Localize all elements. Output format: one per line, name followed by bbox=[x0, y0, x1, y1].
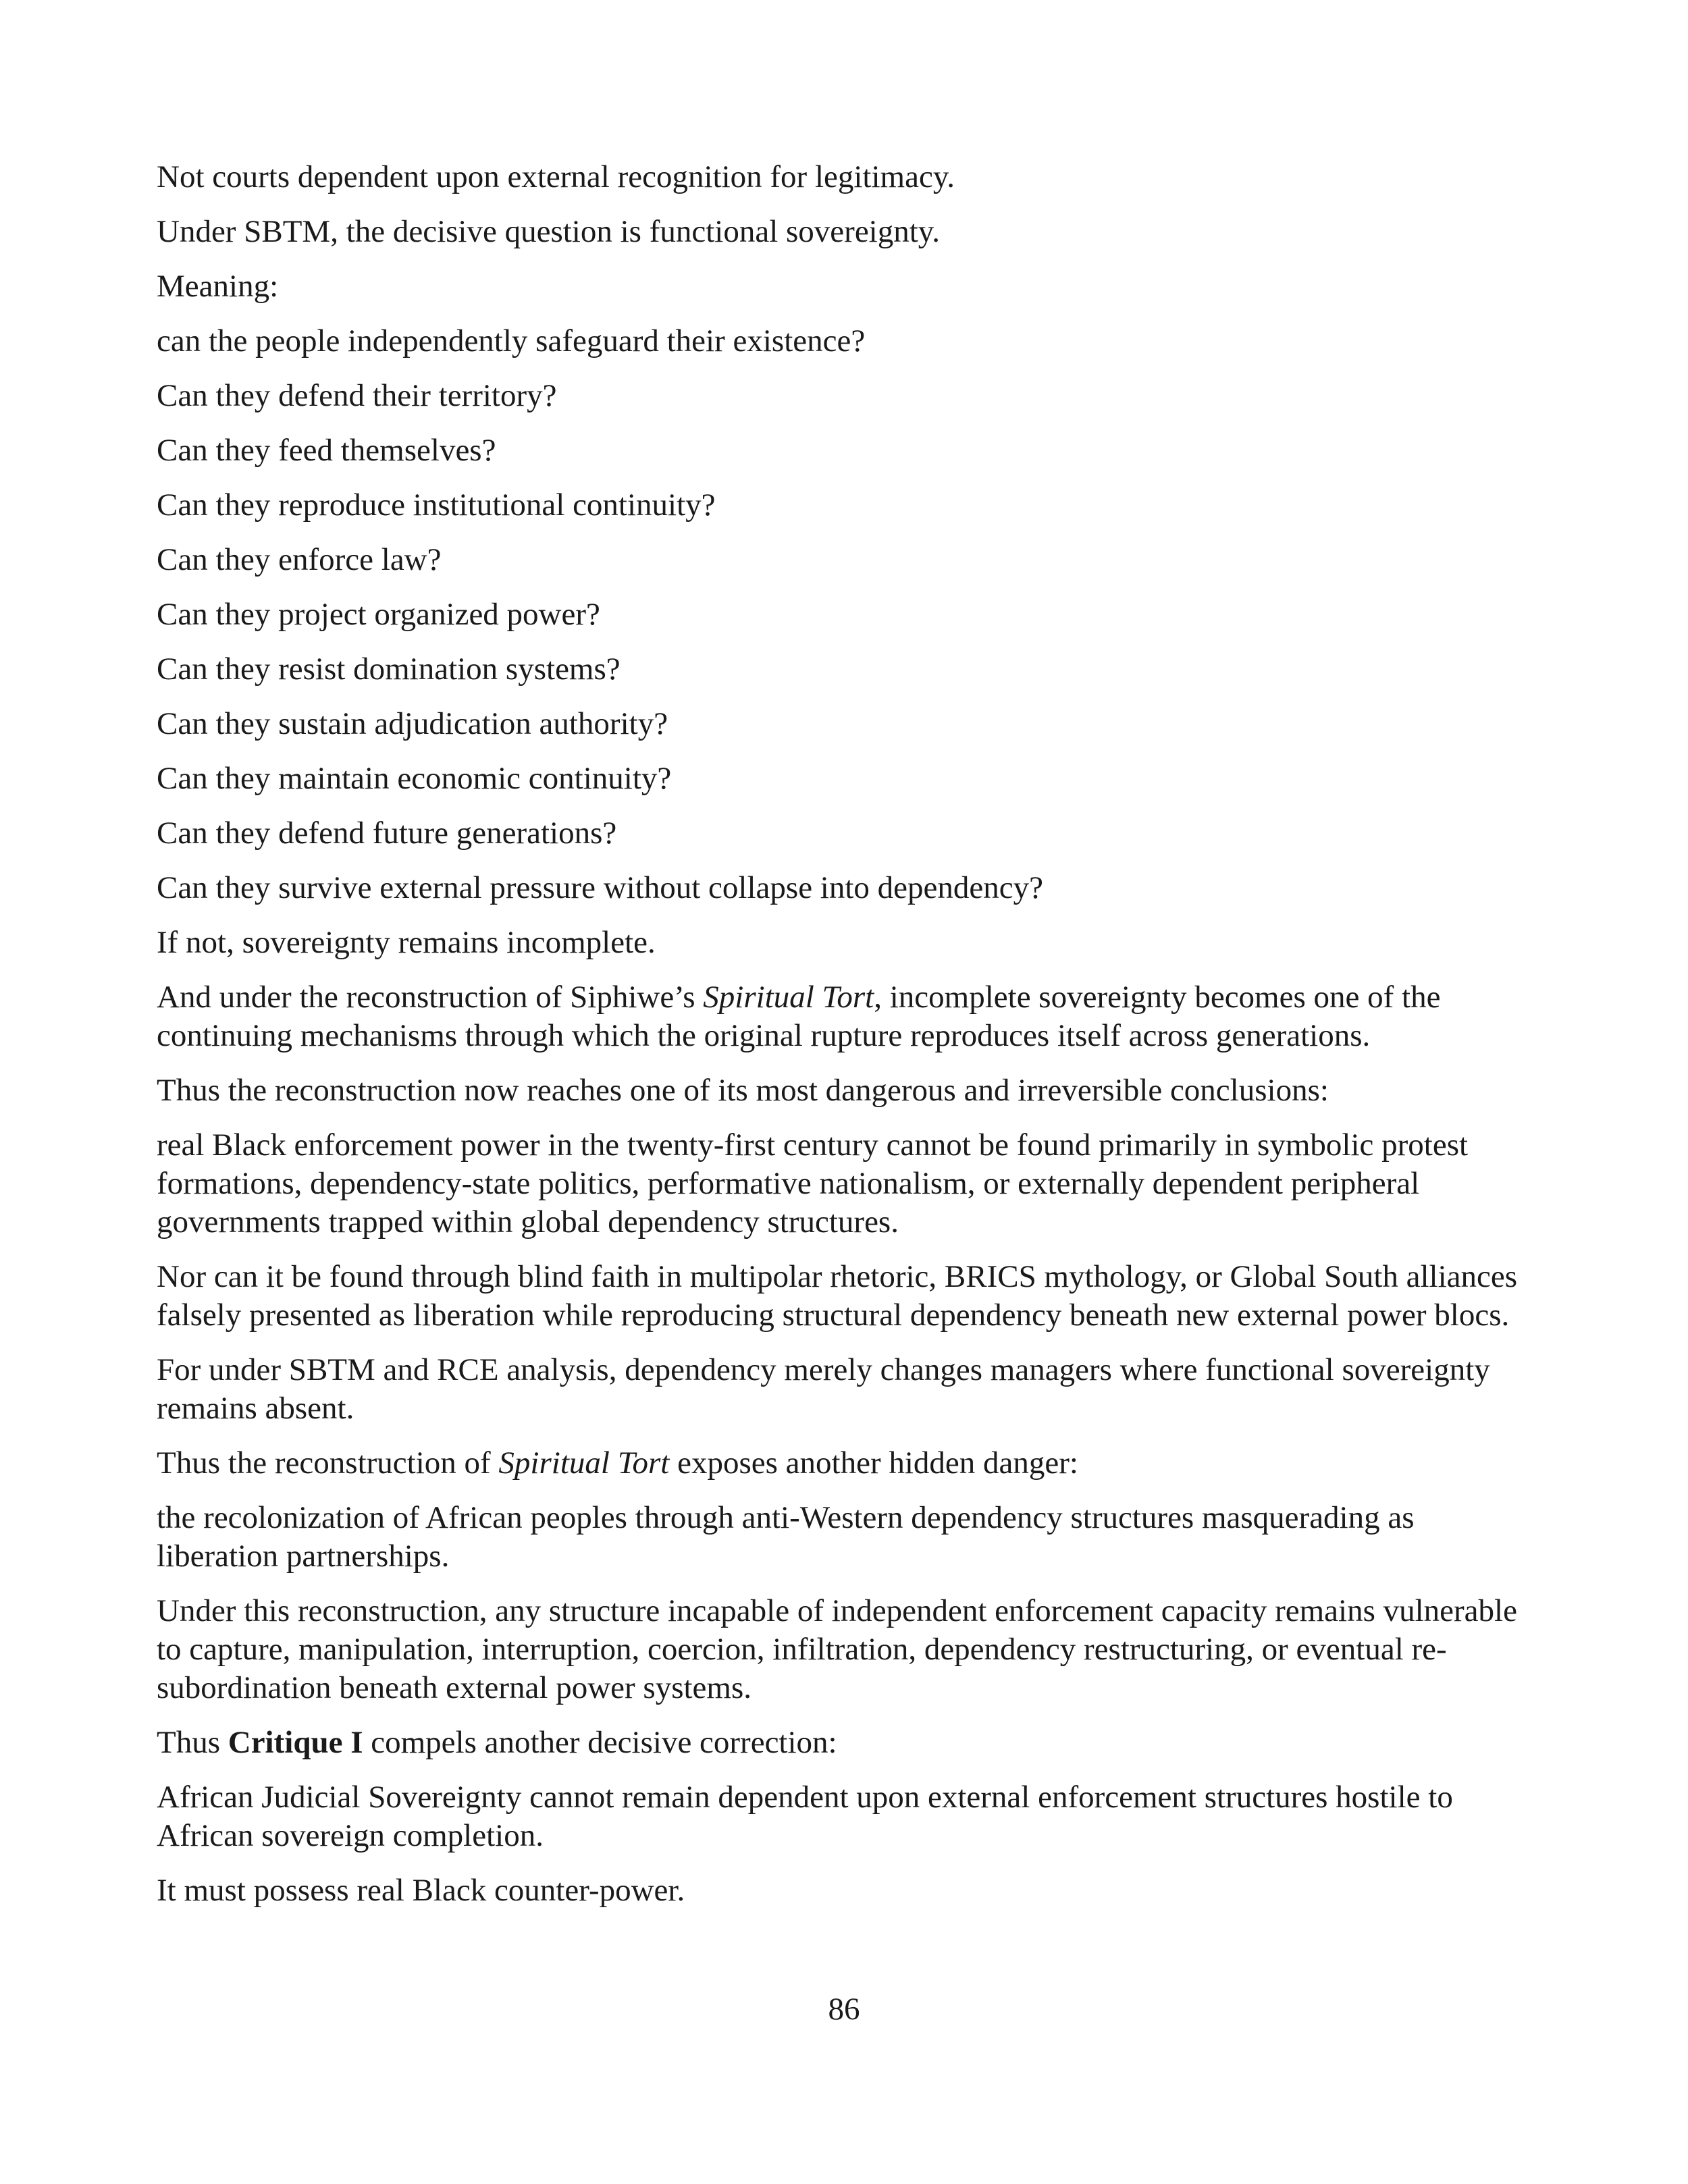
paragraph: Meaning: bbox=[157, 269, 279, 304]
paragraph: If not, sovereignty remains incomplete. bbox=[157, 925, 656, 960]
paragraph: Can they resist domination systems? bbox=[157, 651, 621, 687]
paragraph: Under SBTM, the decisive question is functional sovereignty. bbox=[157, 214, 940, 249]
paragraph: Can they defend future generations? bbox=[157, 816, 617, 851]
text-run: Thus the reconstruction of bbox=[157, 1445, 499, 1481]
paragraph: can the people independently safeguard their existence? bbox=[157, 323, 866, 358]
italic-title: Spiritual Tort bbox=[498, 1445, 670, 1481]
paragraph: Thus the reconstruction now reaches one of its most dangerous and irreversible conclusions: bbox=[157, 1073, 1329, 1108]
bold-term: Critique I bbox=[228, 1725, 363, 1760]
paragraph: For under SBTM and RCE analysis, dependency merely changes managers where functional sovereignty remains absent. bbox=[157, 1352, 1490, 1426]
paragraph: Can they reproduce institutional continuity? bbox=[157, 487, 716, 523]
paragraph: the recolonization of African peoples through anti-Western dependency structures masquerading as liberation partnerships. bbox=[157, 1500, 1415, 1574]
page-number: 86 bbox=[828, 1992, 860, 2027]
paragraph: It must possess real Black counter-power. bbox=[157, 1873, 685, 1908]
paragraph-exposes bbox=[157, 1444, 1534, 1483]
paragraph: real Black enforcement power in the twenty-first century cannot be found primarily in symbolic protest formations, dependency-state politics, performative nationalism, or externally dependent peripheral governments trapped within global dependency structures. bbox=[157, 1127, 1469, 1240]
italic-title: Spiritual Tort bbox=[703, 980, 874, 1015]
paragraph: Can they sustain adjudication authority? bbox=[157, 706, 668, 741]
paragraph: Under this reconstruction, any structure incapable of independent enforcement capacity remains vulnerable to capture, manipulation, interruption, coercion, infiltration, dependency restructuring, or eventual re-subordination beneath external power systems. bbox=[157, 1593, 1517, 1705]
paragraph: Not courts dependent upon external recognition for legitimacy. bbox=[157, 159, 955, 194]
text-run: Thus bbox=[157, 1725, 228, 1760]
paragraph: Nor can it be found through blind faith in multipolar rhetoric, BRICS mythology, or Global South alliances falsely presented as liberation while reproducing structural dependency beneath new external power blocs. bbox=[157, 1259, 1518, 1333]
text-run: exposes another hidden danger: bbox=[669, 1445, 1078, 1481]
paragraph: Can they project organized power? bbox=[157, 597, 600, 632]
paragraph: Can they maintain economic continuity? bbox=[157, 761, 672, 796]
paragraph-siphiwe bbox=[157, 978, 1534, 1055]
body-text bbox=[157, 158, 1534, 1926]
paragraph: Can they defend their territory? bbox=[157, 378, 557, 413]
paragraph: Can they enforce law? bbox=[157, 542, 442, 577]
paragraph: African Judicial Sovereignty cannot remain dependent upon external enforcement structures hostile to African sovereign completion. bbox=[157, 1780, 1453, 1853]
text-run: , incomplete sovereignty becomes one of the continuing mechanisms through which the original rupture reproduces itself across generations. bbox=[157, 980, 1441, 1053]
paragraph: Can they feed themselves? bbox=[157, 433, 496, 468]
text-run: compels another decisive correction: bbox=[363, 1725, 837, 1760]
paragraph: Can they survive external pressure without collapse into dependency? bbox=[157, 870, 1043, 905]
paragraph-critique bbox=[157, 1724, 1534, 1762]
text-run: And under the reconstruction of Siphiwe’s bbox=[157, 980, 704, 1015]
